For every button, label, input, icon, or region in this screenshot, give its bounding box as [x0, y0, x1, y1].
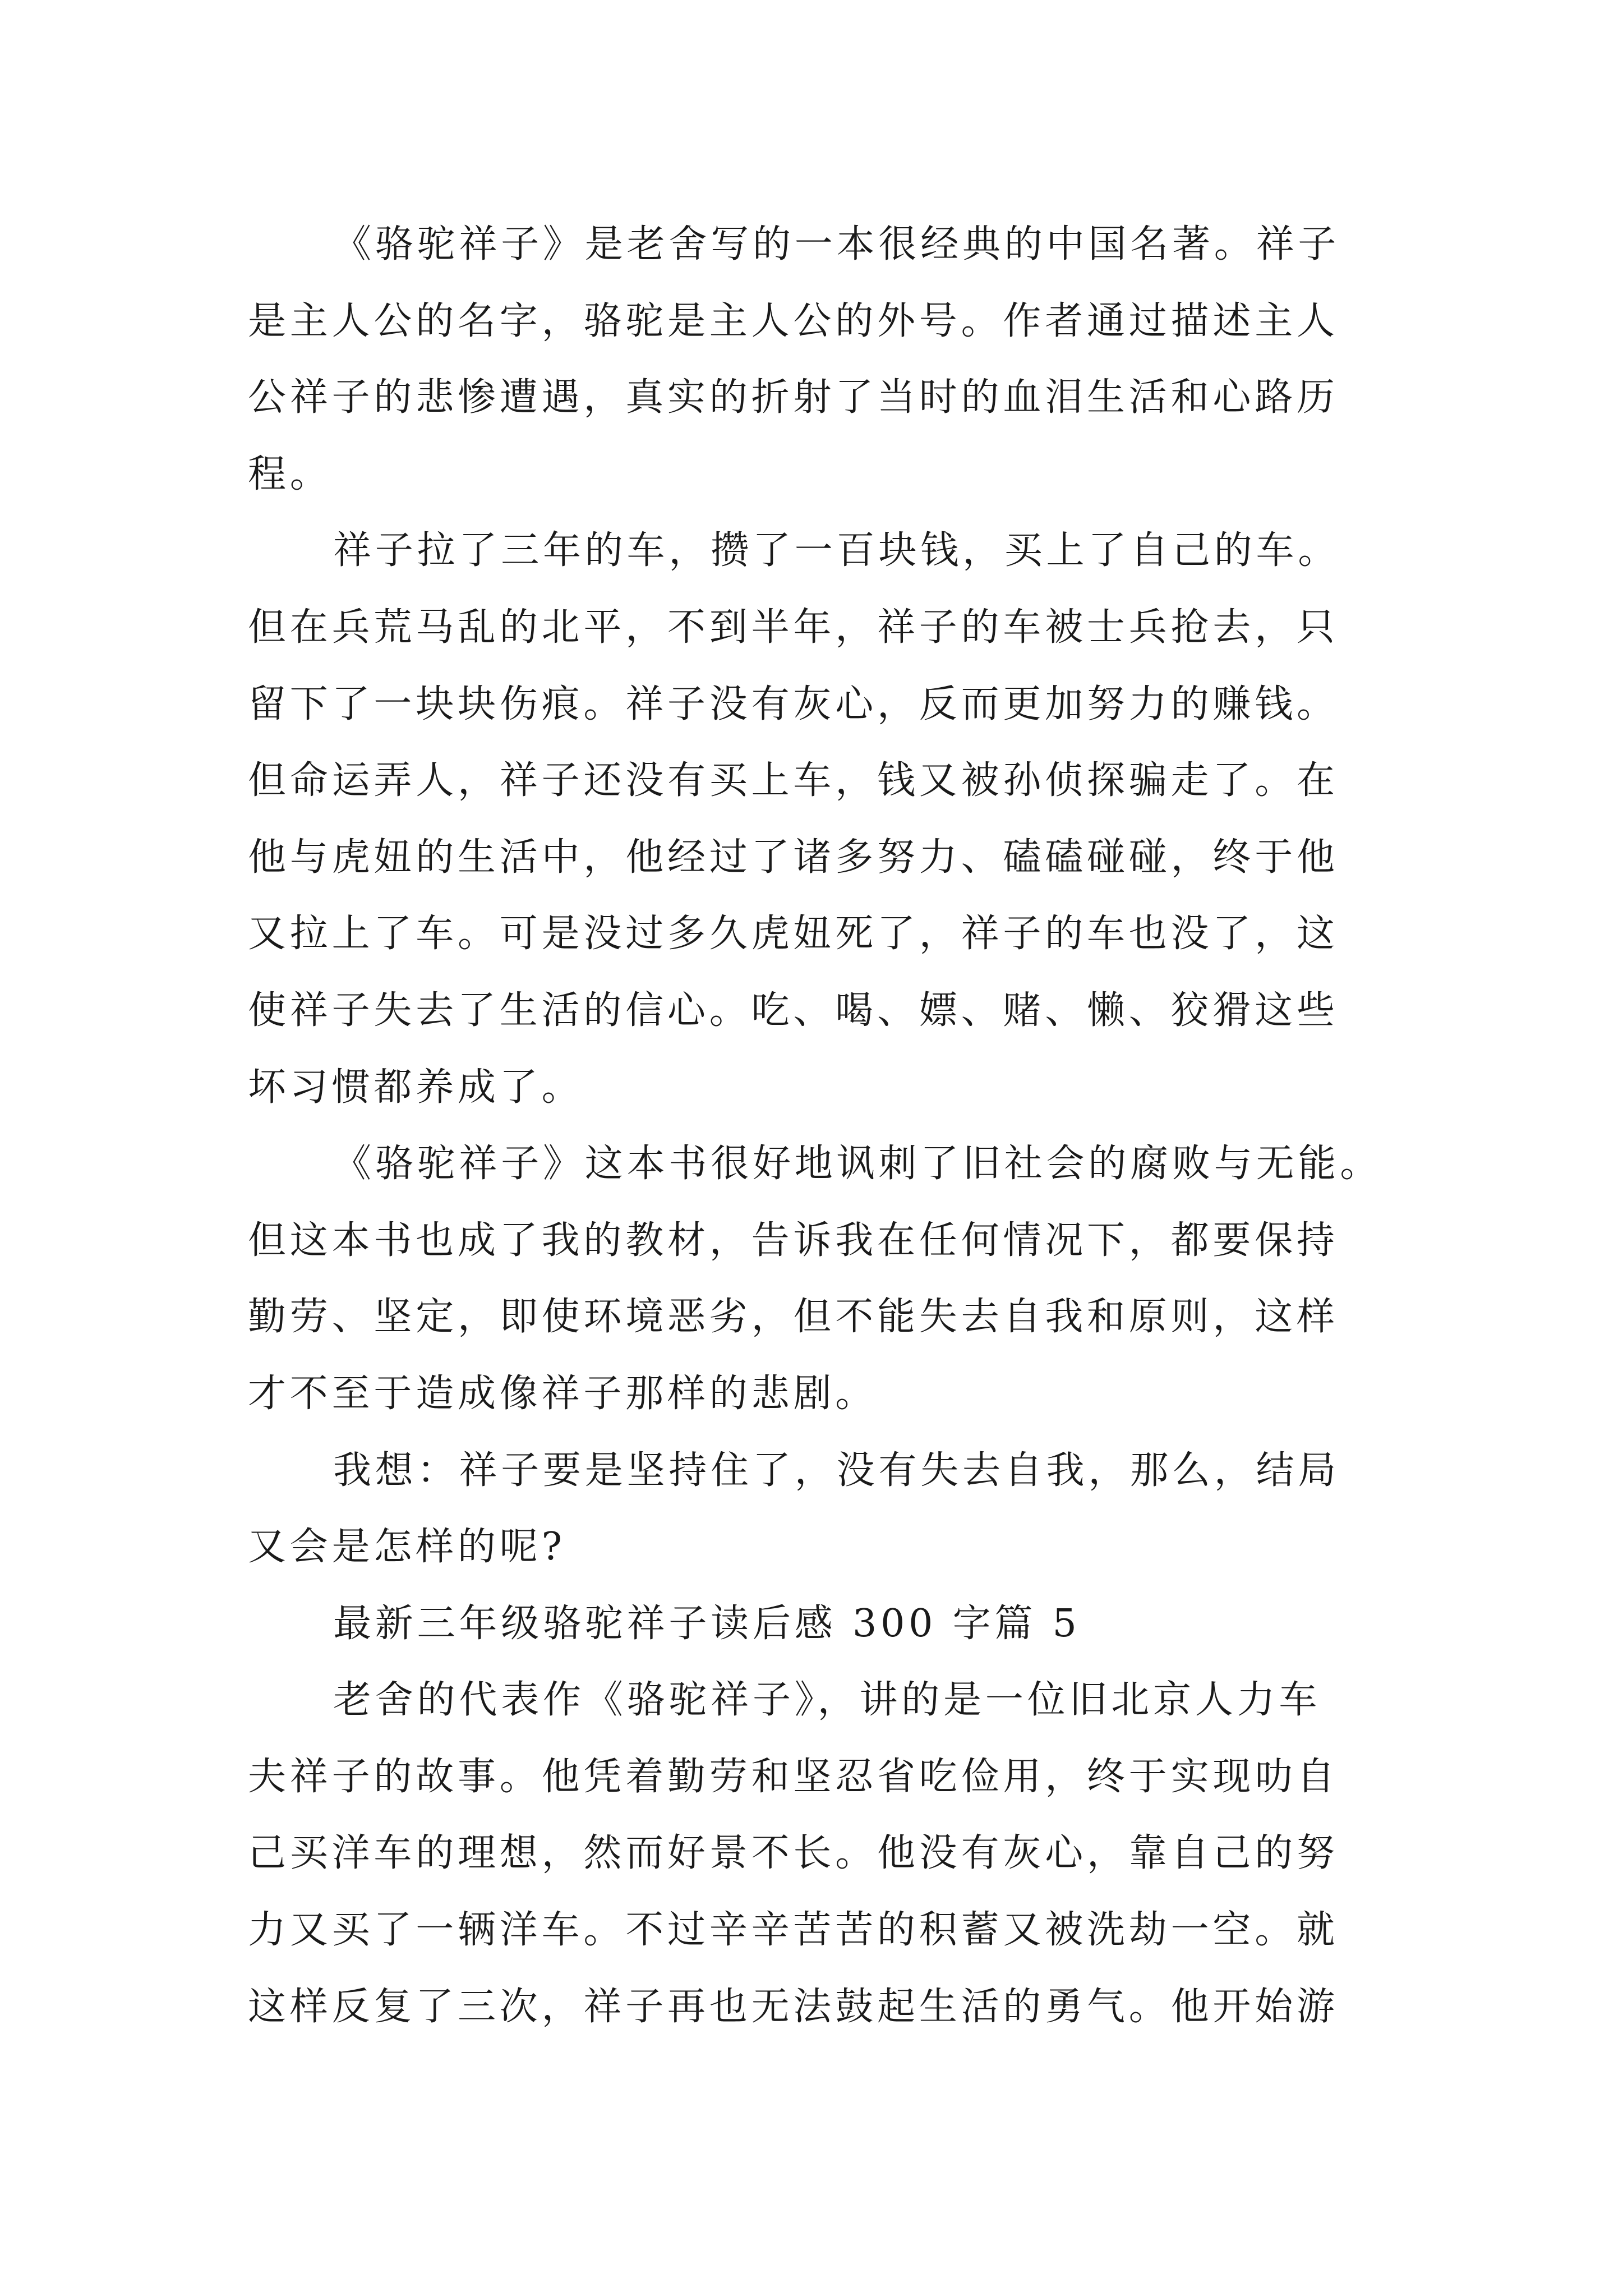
text-line: 《骆驼祥子》是老舍写的一本很经典的中国名著。祥子 — [333, 222, 1340, 266]
text-line: 老舍的代表作《骆驼祥子》，讲的是一位旧北京人力车 — [333, 1678, 1321, 1723]
document-body — [248, 206, 1382, 2045]
text-line: 夫祥子的故事。他凭着勤劳和坚忍省吃俭用，终于实现叻自 — [248, 1754, 1339, 1799]
text-line: 我想：祥子要是坚持住了，没有失去自我，那么，结局 — [333, 1448, 1340, 1493]
text-line: 这样反复了三次，祥子再也无法鼓起生活的勇气。他开始游 — [248, 1984, 1339, 2029]
text-line: 祥子拉了三年的车，攒了一百块钱，买上了自己的车。 — [333, 528, 1340, 573]
text-line: 但这本书也成了我的教材，告诉我在任何情况下，都要保持 — [248, 1218, 1339, 1263]
text-line: 是主人公的名字，骆驼是主人公的外号。作者通过描述主人 — [248, 298, 1339, 343]
text-line: 才不至于造成像祥子那样的悲剧。 — [248, 1371, 878, 1416]
text-line: 《骆驼祥子》这本书很好地讽刺了旧社会的腐败与无能。 — [333, 1142, 1382, 1186]
text-line: 又拉上了车。可是没过多久虎妞死了，祥子的车也没了，这 — [248, 912, 1339, 956]
text-line: 他与虎妞的生活中，他经过了诸多努力、磕磕碰碰，终于他 — [248, 835, 1339, 880]
section-heading: 最新三年级骆驼祥子读后感 300 字篇 5 — [333, 1601, 1081, 1646]
text-line: 又会是怎样的呢? — [248, 1525, 566, 1570]
text-line: 力又买了一辆洋车。不过辛辛苦苦的积蓄又被洗劫一空。就 — [248, 1908, 1339, 1953]
text-line: 勤劳、坚定，即使环境恶劣，但不能失去自我和原则，这样 — [248, 1295, 1339, 1340]
text-line: 程。 — [248, 452, 332, 496]
text-line: 使祥子失去了生活的信心。吃、喝、嫖、赌、懒、狡猾这些 — [248, 988, 1339, 1033]
text-line: 坏习惯都养成了。 — [248, 1065, 584, 1110]
text-line: 但命运弄人，祥子还没有买上车，钱又被孙侦探骗走了。在 — [248, 758, 1339, 803]
text-line: 公祥子的悲惨遭遇，真实的折射了当时的血泪生活和心路历 — [248, 375, 1339, 420]
text-line: 但在兵荒马乱的北平，不到半年，祥子的车被士兵抢去，只 — [248, 605, 1339, 650]
text-line: 己买洋车的理想，然而好景不长。他没有灰心，靠自己的努 — [248, 1831, 1339, 1876]
text-line: 留下了一块块伤痕。祥子没有灰心，反而更加努力的赚钱。 — [248, 682, 1339, 726]
